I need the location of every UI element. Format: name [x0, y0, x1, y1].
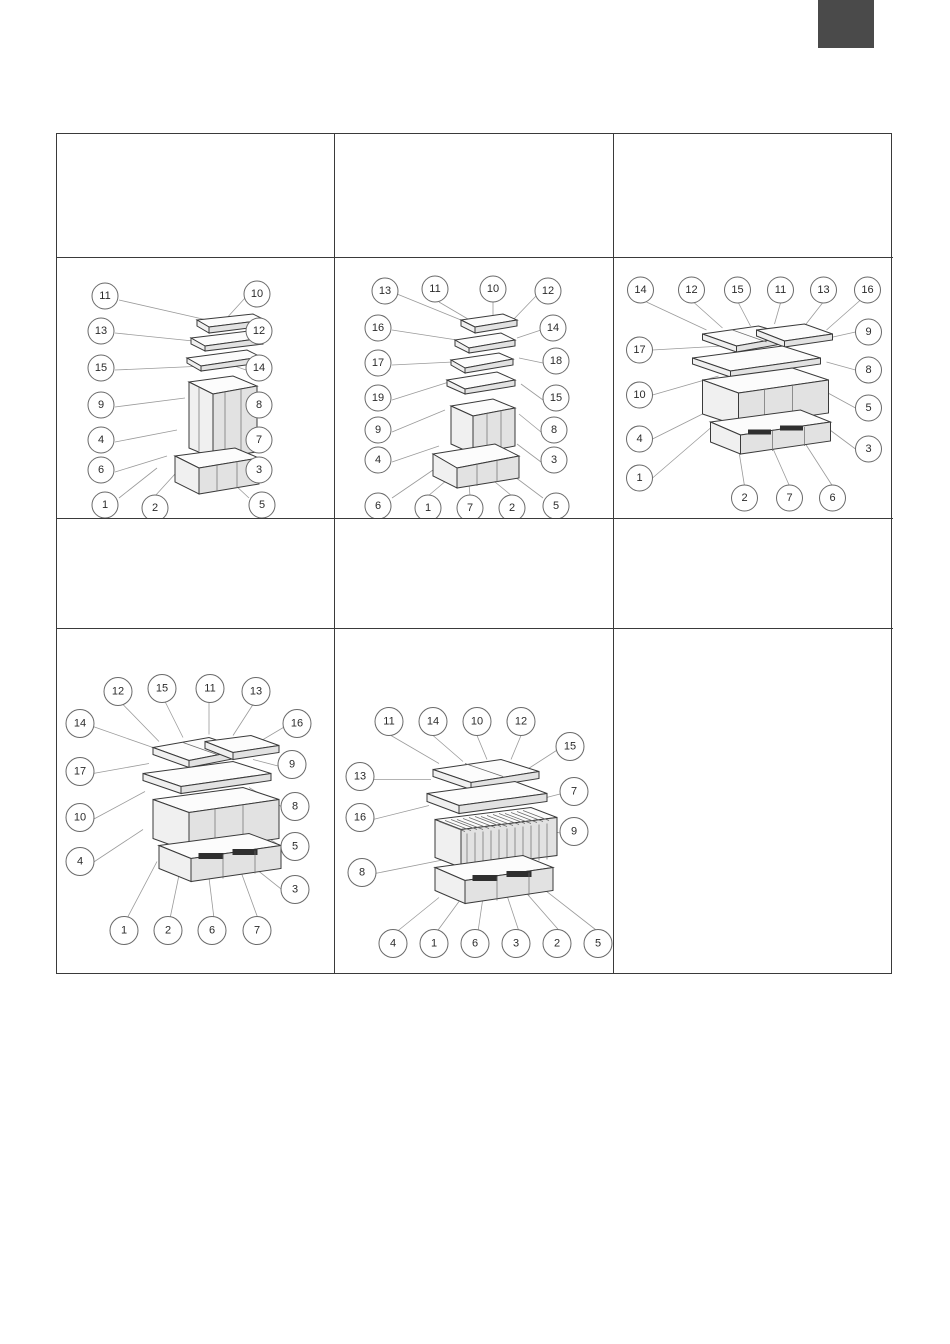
- callout-label: 16: [290, 717, 304, 730]
- callout-label: 16: [353, 811, 367, 824]
- callout-label: 14: [73, 717, 87, 730]
- callout-label: 18: [549, 354, 563, 367]
- callout-9: [88, 392, 114, 418]
- callout-6: [198, 917, 226, 945]
- callout-14: [628, 277, 654, 303]
- callout-label: 17: [73, 765, 87, 778]
- callout-8: [856, 357, 882, 383]
- callout-label: 13: [249, 685, 263, 698]
- callout-11: [196, 675, 224, 703]
- callout-14: [66, 710, 94, 738]
- grid-cell-r1c3: [614, 134, 893, 258]
- callout-label: 14: [252, 361, 266, 374]
- callout-8: [281, 793, 309, 821]
- callout-13: [88, 318, 114, 344]
- callout-13: [242, 678, 270, 706]
- callout-9: [560, 818, 588, 846]
- callout-label: 15: [94, 361, 108, 374]
- callout-6: [88, 457, 114, 483]
- callout-label: 2: [164, 924, 172, 937]
- callout-label: 4: [374, 453, 382, 466]
- callout-label: 7: [466, 501, 474, 514]
- callout-label: 12: [541, 284, 555, 297]
- page-corner-tab: [818, 0, 874, 48]
- callout-label: 10: [470, 715, 484, 728]
- callout-label: 11: [774, 283, 787, 296]
- figure-grid: [56, 133, 892, 974]
- callout-label: 8: [255, 398, 263, 411]
- callout-label: 11: [383, 715, 395, 728]
- figure-4: [57, 629, 334, 974]
- callout-6: [461, 930, 489, 958]
- callout-7: [560, 778, 588, 806]
- callout-label: 2: [151, 501, 159, 514]
- callout-label: 3: [550, 453, 558, 466]
- callout-label: 7: [253, 924, 261, 937]
- callout-label: 3: [865, 442, 872, 455]
- callout-label: 13: [378, 284, 392, 297]
- callout-5: [856, 395, 882, 421]
- figure-3: [614, 258, 893, 518]
- callout-label: 19: [371, 391, 385, 404]
- callout-10: [244, 281, 270, 307]
- callout-14: [540, 315, 566, 341]
- callout-8: [246, 392, 272, 418]
- callout-4: [66, 848, 94, 876]
- callout-label: 1: [101, 498, 109, 511]
- callout-9: [278, 751, 306, 779]
- callout-label: 6: [471, 937, 479, 950]
- callout-15: [556, 733, 584, 761]
- callout-13: [811, 277, 837, 303]
- callout-8: [348, 859, 376, 887]
- callout-2: [732, 485, 758, 511]
- callout-label: 10: [486, 282, 500, 295]
- callout-label: 1: [430, 937, 438, 950]
- callout-2: [543, 930, 571, 958]
- callout-1: [110, 917, 138, 945]
- callout-6: [820, 485, 846, 511]
- callout-label: 14: [426, 715, 440, 728]
- callout-10: [463, 708, 491, 736]
- callout-label: 8: [358, 866, 366, 879]
- callout-4: [365, 447, 391, 473]
- callout-label: 1: [636, 471, 643, 484]
- callout-label: 15: [563, 740, 577, 753]
- callout-10: [627, 382, 653, 408]
- callout-15: [543, 385, 569, 411]
- callout-label: 9: [374, 423, 382, 436]
- callout-10: [480, 276, 506, 302]
- callout-5: [281, 833, 309, 861]
- callout-label: 11: [429, 282, 441, 295]
- callout-label: 13: [353, 770, 367, 783]
- callout-2: [142, 495, 168, 518]
- callout-7: [243, 917, 271, 945]
- callout-label: 4: [76, 855, 84, 868]
- callout-label: 9: [97, 398, 105, 411]
- figure-2: [335, 258, 613, 518]
- callout-6: [365, 493, 391, 518]
- grid-cell-figure-2: [335, 258, 614, 519]
- callout-label: 6: [97, 463, 105, 476]
- callout-11: [768, 277, 794, 303]
- callout-label: 12: [685, 283, 698, 296]
- callout-5: [543, 493, 569, 518]
- callout-14: [246, 355, 272, 381]
- callout-label: 12: [514, 715, 528, 728]
- callout-label: 5: [594, 937, 602, 950]
- callout-label: 10: [633, 388, 646, 401]
- callout-16: [365, 315, 391, 341]
- callout-label: 2: [741, 491, 748, 504]
- callout-label: 1: [120, 924, 128, 937]
- callout-label: 15: [155, 682, 169, 695]
- grid-cell-figure-1: [57, 258, 335, 519]
- callout-4: [88, 427, 114, 453]
- grid-cell-figure-3: [614, 258, 893, 519]
- callout-3: [246, 457, 272, 483]
- callout-label: 7: [255, 433, 263, 446]
- callout-label: 6: [829, 491, 836, 504]
- callout-3: [541, 447, 567, 473]
- callout-label: 2: [508, 501, 516, 514]
- callout-7: [246, 427, 272, 453]
- callout-label: 14: [634, 283, 647, 296]
- callout-1: [92, 492, 118, 518]
- callout-12: [104, 678, 132, 706]
- grid-cell-r3c1: [57, 519, 335, 629]
- callout-5: [249, 492, 275, 518]
- callout-18: [543, 348, 569, 374]
- callout-label: 1: [424, 501, 432, 514]
- callout-label: 8: [291, 800, 299, 813]
- callout-8: [541, 417, 567, 443]
- callout-19: [365, 385, 391, 411]
- callout-16: [283, 710, 311, 738]
- callout-9: [856, 319, 882, 345]
- callout-2: [154, 917, 182, 945]
- callout-label: 8: [865, 363, 872, 376]
- callout-label: 3: [255, 463, 263, 476]
- callout-17: [365, 350, 391, 376]
- callout-17: [66, 758, 94, 786]
- callout-3: [281, 876, 309, 904]
- callout-1: [420, 930, 448, 958]
- callout-1: [415, 495, 441, 518]
- callout-label: 2: [553, 937, 561, 950]
- callout-9: [365, 417, 391, 443]
- callout-11: [375, 708, 403, 736]
- grid-cell-r3c2: [335, 519, 614, 629]
- callout-label: 13: [817, 283, 830, 296]
- callout-15: [88, 355, 114, 381]
- callout-label: 5: [258, 498, 266, 511]
- callout-label: 10: [73, 811, 87, 824]
- callout-label: 9: [865, 325, 872, 338]
- callout-13: [346, 763, 374, 791]
- callout-11: [92, 283, 118, 309]
- callout-14: [419, 708, 447, 736]
- callout-label: 7: [786, 491, 793, 504]
- callout-label: 8: [550, 423, 558, 436]
- callout-label: 6: [208, 924, 216, 937]
- callout-15: [725, 277, 751, 303]
- grid-cell-r4c3: [614, 629, 893, 974]
- callout-11: [422, 276, 448, 302]
- callout-label: 4: [97, 433, 105, 446]
- callout-label: 5: [552, 499, 560, 512]
- grid-cell-r3c3: [614, 519, 893, 629]
- callout-1: [627, 465, 653, 491]
- callout-5: [584, 930, 612, 958]
- callout-7: [457, 495, 483, 518]
- callout-12: [535, 278, 561, 304]
- callout-label: 11: [204, 682, 216, 695]
- callout-label: 9: [288, 758, 296, 771]
- callout-label: 13: [94, 324, 108, 337]
- callout-label: 11: [99, 289, 111, 302]
- callout-label: 14: [546, 321, 560, 334]
- callout-2: [499, 495, 525, 518]
- callout-16: [346, 804, 374, 832]
- callout-label: 16: [861, 283, 874, 296]
- callout-label: 12: [111, 685, 125, 698]
- grid-cell-r1c2: [335, 134, 614, 258]
- callout-label: 3: [291, 883, 299, 896]
- callout-label: 17: [633, 343, 646, 356]
- callout-16: [855, 277, 881, 303]
- grid-cell-r1c1: [57, 134, 335, 258]
- callout-15: [148, 675, 176, 703]
- callout-13: [372, 278, 398, 304]
- callout-12: [679, 277, 705, 303]
- callout-label: 15: [731, 283, 744, 296]
- callout-label: 15: [549, 391, 563, 404]
- callout-label: 5: [291, 840, 299, 853]
- figure-5: [335, 629, 613, 974]
- callout-label: 4: [636, 432, 643, 445]
- grid-cell-figure-5: [335, 629, 614, 974]
- callout-10: [66, 804, 94, 832]
- callout-label: 12: [252, 324, 266, 337]
- callout-7: [777, 485, 803, 511]
- callout-label: 10: [250, 287, 264, 300]
- callout-label: 4: [389, 937, 397, 950]
- callout-3: [502, 930, 530, 958]
- callout-label: 17: [371, 356, 385, 369]
- callout-4: [379, 930, 407, 958]
- grid-cell-figure-4: [57, 629, 335, 974]
- callout-3: [856, 436, 882, 462]
- callout-label: 16: [371, 321, 385, 334]
- callout-label: 3: [512, 937, 520, 950]
- callout-label: 6: [374, 499, 382, 512]
- callout-label: 7: [570, 785, 578, 798]
- callout-4: [627, 426, 653, 452]
- callout-label: 9: [570, 825, 578, 838]
- callout-12: [246, 318, 272, 344]
- callout-label: 5: [865, 401, 872, 414]
- callout-17: [627, 337, 653, 363]
- callout-12: [507, 708, 535, 736]
- figure-1: [57, 258, 334, 518]
